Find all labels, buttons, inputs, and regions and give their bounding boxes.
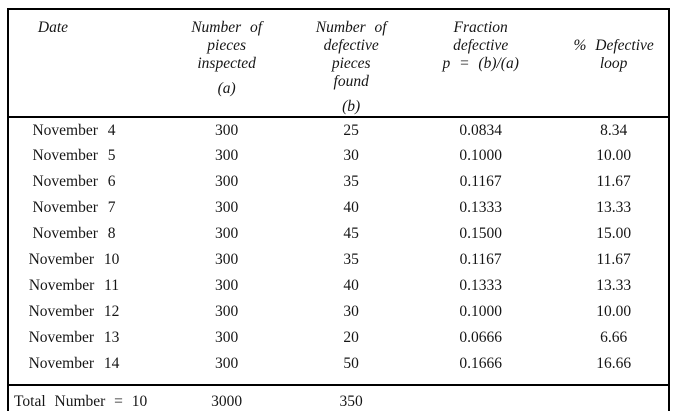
header-line: loop: [599, 55, 628, 72]
cell-percent-defective: 11.67: [596, 173, 631, 190]
cell-date: November 6: [32, 173, 116, 190]
cell-defective-found: 30: [343, 303, 359, 320]
cell-date: November 12: [28, 303, 120, 320]
header-line: Date: [37, 19, 69, 36]
cell-fraction-defective: 0.0666: [459, 329, 502, 346]
cell-percent-defective: 6.66: [600, 329, 628, 346]
cell-defective-found: 20: [343, 329, 359, 346]
cell-defective-found: 45: [343, 225, 359, 242]
table-row: [8, 299, 669, 325]
cell-fraction-defective: 0.1666: [459, 354, 502, 372]
inspection-data-table: [7, 8, 670, 411]
header-line: (a): [217, 80, 236, 97]
header-line: Number of: [191, 19, 263, 36]
cell-pieces-inspected: 300: [215, 121, 239, 139]
cell-date: November 4: [32, 121, 116, 139]
cell-date: November 10: [28, 251, 120, 268]
cell-percent-defective: 13.33: [596, 199, 632, 216]
cell-fraction-defective: 0.1333: [459, 277, 502, 294]
cell-date: November 13: [28, 329, 120, 346]
table-header: [8, 9, 669, 117]
total-defective-found: 350: [300, 385, 402, 411]
header-line: pieces: [207, 37, 247, 54]
header-row: [8, 9, 669, 117]
cell-defective-found: 35: [343, 251, 359, 268]
cell-percent-defective: 8.34: [600, 121, 628, 139]
column-header-fraction-defective: [402, 9, 559, 117]
table-body: [8, 117, 669, 385]
total-row: [8, 385, 669, 411]
column-header-defective-found: [300, 9, 402, 117]
header-line: Number of: [315, 19, 387, 36]
cell-percent-defective: 10.00: [596, 147, 632, 164]
cell-defective-found: 30: [343, 147, 359, 164]
table-row: [8, 247, 669, 273]
total-empty-cell: [402, 385, 559, 411]
cell-fraction-defective: 0.1500: [459, 225, 502, 242]
cell-pieces-inspected: 300: [215, 173, 239, 190]
cell-fraction-defective: 0.1167: [459, 173, 502, 190]
table-row: [8, 169, 669, 195]
total-label: Total Number = 10: [8, 385, 153, 411]
table-row: [8, 117, 669, 143]
column-header-percent-defective: [559, 9, 669, 117]
cell-percent-defective: 11.67: [596, 251, 631, 268]
header-line: p = (b)/(a): [442, 55, 519, 72]
cell-defective-found: 40: [343, 277, 359, 294]
cell-percent-defective: 16.66: [596, 354, 632, 372]
column-header-date: [8, 9, 153, 117]
cell-percent-defective: 15.00: [596, 225, 632, 242]
cell-fraction-defective: 0.1000: [459, 303, 502, 320]
cell-fraction-defective: 0.1167: [459, 251, 502, 268]
cell-defective-found: 25: [343, 121, 359, 139]
cell-defective-found: 50: [343, 354, 359, 372]
total-pieces-inspected: 3000: [153, 385, 300, 411]
table-row: [8, 273, 669, 299]
table-row: [8, 325, 669, 351]
header-line: inspected: [197, 55, 256, 72]
cell-date: November 7: [32, 199, 116, 216]
cell-pieces-inspected: 300: [215, 354, 239, 372]
cell-fraction-defective: 0.1333: [459, 199, 502, 216]
cell-pieces-inspected: 300: [215, 225, 239, 242]
cell-defective-found: 40: [343, 199, 359, 216]
header-line: (b): [342, 98, 361, 115]
total-empty-cell: [559, 385, 669, 411]
cell-date: November 5: [32, 147, 116, 164]
header-line: defective pieces: [323, 37, 379, 72]
table-row: [8, 195, 669, 221]
header-line: found: [333, 73, 369, 90]
table-row: [8, 351, 669, 385]
header-line: Fraction: [453, 19, 508, 36]
header-line: defective: [453, 37, 509, 54]
column-header-pieces-inspected: [153, 9, 300, 117]
table-row: [8, 143, 669, 169]
cell-pieces-inspected: 300: [215, 251, 239, 268]
table-footer: [8, 385, 669, 411]
cell-defective-found: 35: [343, 173, 359, 190]
cell-percent-defective: 13.33: [596, 277, 632, 294]
cell-fraction-defective: 0.1000: [459, 147, 502, 164]
cell-pieces-inspected: 300: [215, 303, 239, 320]
cell-date: November 14: [28, 354, 120, 372]
cell-pieces-inspected: 300: [215, 147, 239, 164]
header-line: % Defective: [573, 37, 654, 54]
cell-pieces-inspected: 300: [215, 329, 239, 346]
cell-date: November 11: [28, 277, 120, 294]
cell-pieces-inspected: 300: [215, 199, 239, 216]
table-row: [8, 221, 669, 247]
cell-date: November 8: [32, 225, 116, 242]
cell-fraction-defective: 0.0834: [459, 121, 502, 139]
cell-percent-defective: 10.00: [596, 303, 632, 320]
cell-pieces-inspected: 300: [215, 277, 239, 294]
